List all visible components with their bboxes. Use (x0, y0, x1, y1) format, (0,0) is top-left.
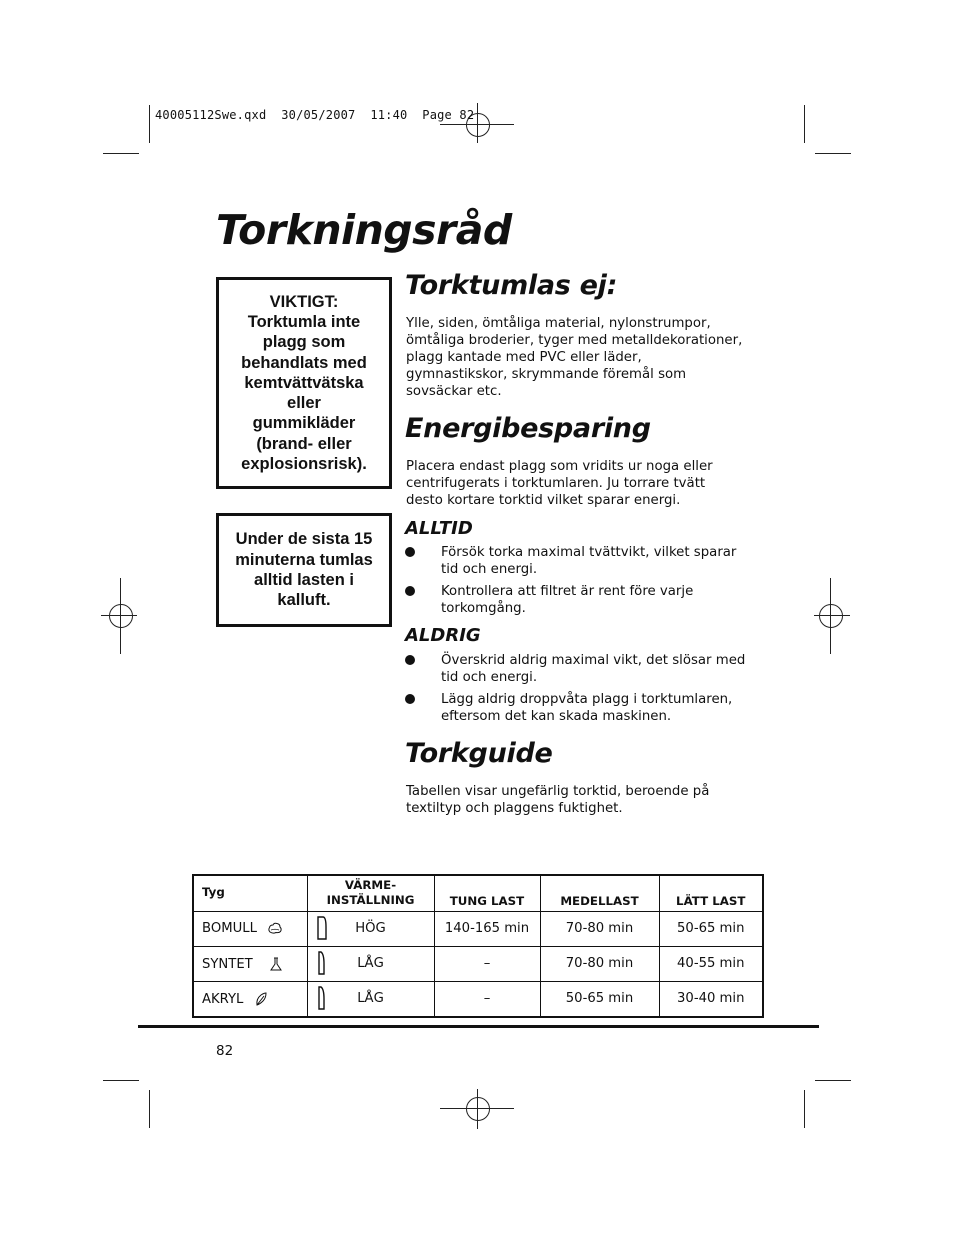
column-header-heat: VÄRME- INSTÄLLNING (326, 877, 415, 907)
table-row (193, 946, 763, 981)
synthetic-icon (269, 956, 283, 972)
column-header: MEDELLAST (540, 875, 659, 911)
heading-torktumlas-ej: Torktumlas ej: (405, 270, 618, 301)
fabric-cell: AKRYL (193, 981, 307, 1017)
page-title: Torkningsråd (216, 206, 512, 254)
crop-mark (149, 105, 150, 143)
list-item: Lägg aldrig droppvåta plagg i torktumlaren, eftersom det kan skada maskinen. (405, 691, 750, 725)
time-cell: 50-65 min (540, 981, 659, 1017)
warning-box-cool-down (216, 513, 392, 627)
footer-rule (138, 1025, 819, 1028)
bullet-icon (405, 586, 415, 596)
heading-aldrig: ALDRIG (405, 625, 481, 646)
time-cell: 50-65 min (659, 911, 763, 946)
time-cell: 70-80 min (540, 946, 659, 981)
heat-cell: HÖG (307, 911, 434, 946)
registration-mark (466, 1097, 490, 1121)
crop-mark (815, 1080, 851, 1081)
energibesparing-text: Placera endast plagg som vridits ur noga eller centrifugerats i torktumlaren. Ju torrare tvätt desto kortare torktid vilket sparar energi. (406, 459, 713, 508)
column-header: LÄTT LAST (659, 875, 763, 911)
heading-alltid: ALLTID (405, 518, 473, 539)
time-cell: 70-80 min (540, 911, 659, 946)
warning-text: Under de sista 15 minuterna tumlas alltid lasten i kalluft. (235, 530, 373, 610)
column-header: TUNG LAST (434, 875, 540, 911)
bullet-icon (405, 694, 415, 704)
time-cell: – (434, 946, 540, 981)
torkguide-text: Tabellen visar ungefärlig torktid, beroende på textiltyp och plaggens fuktighet. (406, 784, 710, 816)
heading-energibesparing: Energibesparing (405, 413, 651, 444)
registration-mark (109, 604, 133, 628)
cotton-icon (267, 921, 283, 935)
heading-torkguide: Torkguide (405, 738, 553, 769)
warning-box-important (216, 277, 392, 489)
list-item: Överskrid aldrig maximal vikt, det slösar med tid och energi. (405, 652, 750, 686)
page-number: 82 (216, 1043, 234, 1059)
crop-mark (103, 1080, 139, 1081)
fabric-cell: BOMULL (193, 911, 307, 946)
heat-cell: LÅG (307, 946, 434, 981)
list-item: Försök torka maximal tvättvikt, vilket sparar tid och energi. (405, 544, 750, 578)
table-header-row (193, 875, 763, 911)
column-header: Tyg (193, 875, 307, 911)
time-cell: 140-165 min (434, 911, 540, 946)
bullet-icon (405, 547, 415, 557)
acrylic-icon (254, 991, 268, 1007)
aldrig-list (405, 652, 750, 730)
heat-high-icon (316, 915, 328, 941)
time-cell: 30-40 min (659, 981, 763, 1017)
warning-text: VIKTIGT: Torktumla inte plagg som behandlats med kemtvättvätska eller gummikläder (brand- eller explosionsrisk). (241, 292, 367, 474)
column-header (307, 875, 434, 911)
fabric-cell: SYNTET (193, 946, 307, 981)
bullet-icon (405, 655, 415, 665)
drying-guide-table (192, 874, 764, 1018)
heat-low-icon (316, 950, 328, 976)
crop-mark (804, 1090, 805, 1128)
crop-mark (804, 105, 805, 143)
torktumlas-ej-text: Ylle, siden, ömtåliga material, nylonstrumpor, ömtåliga broderier, tyger med metalldekorationer, plagg kantade med PVC eller läder, gymnastikskor, skrymmande föremål som sovsäckar etc. (406, 316, 743, 399)
table-row (193, 911, 763, 946)
heat-low-icon (316, 985, 328, 1011)
crop-mark (149, 1090, 150, 1128)
list-item: Kontrollera att filtret är rent före varje torkomgång. (405, 583, 750, 617)
crop-mark (103, 153, 139, 154)
print-slug: 40005112Swe.qxd 30/05/2007 11:40 Page 82 (155, 108, 475, 122)
time-cell: 40-55 min (659, 946, 763, 981)
alltid-list (405, 544, 750, 622)
table-row (193, 981, 763, 1017)
heat-cell: LÅG (307, 981, 434, 1017)
crop-mark (815, 153, 851, 154)
time-cell: – (434, 981, 540, 1017)
registration-mark (819, 604, 843, 628)
